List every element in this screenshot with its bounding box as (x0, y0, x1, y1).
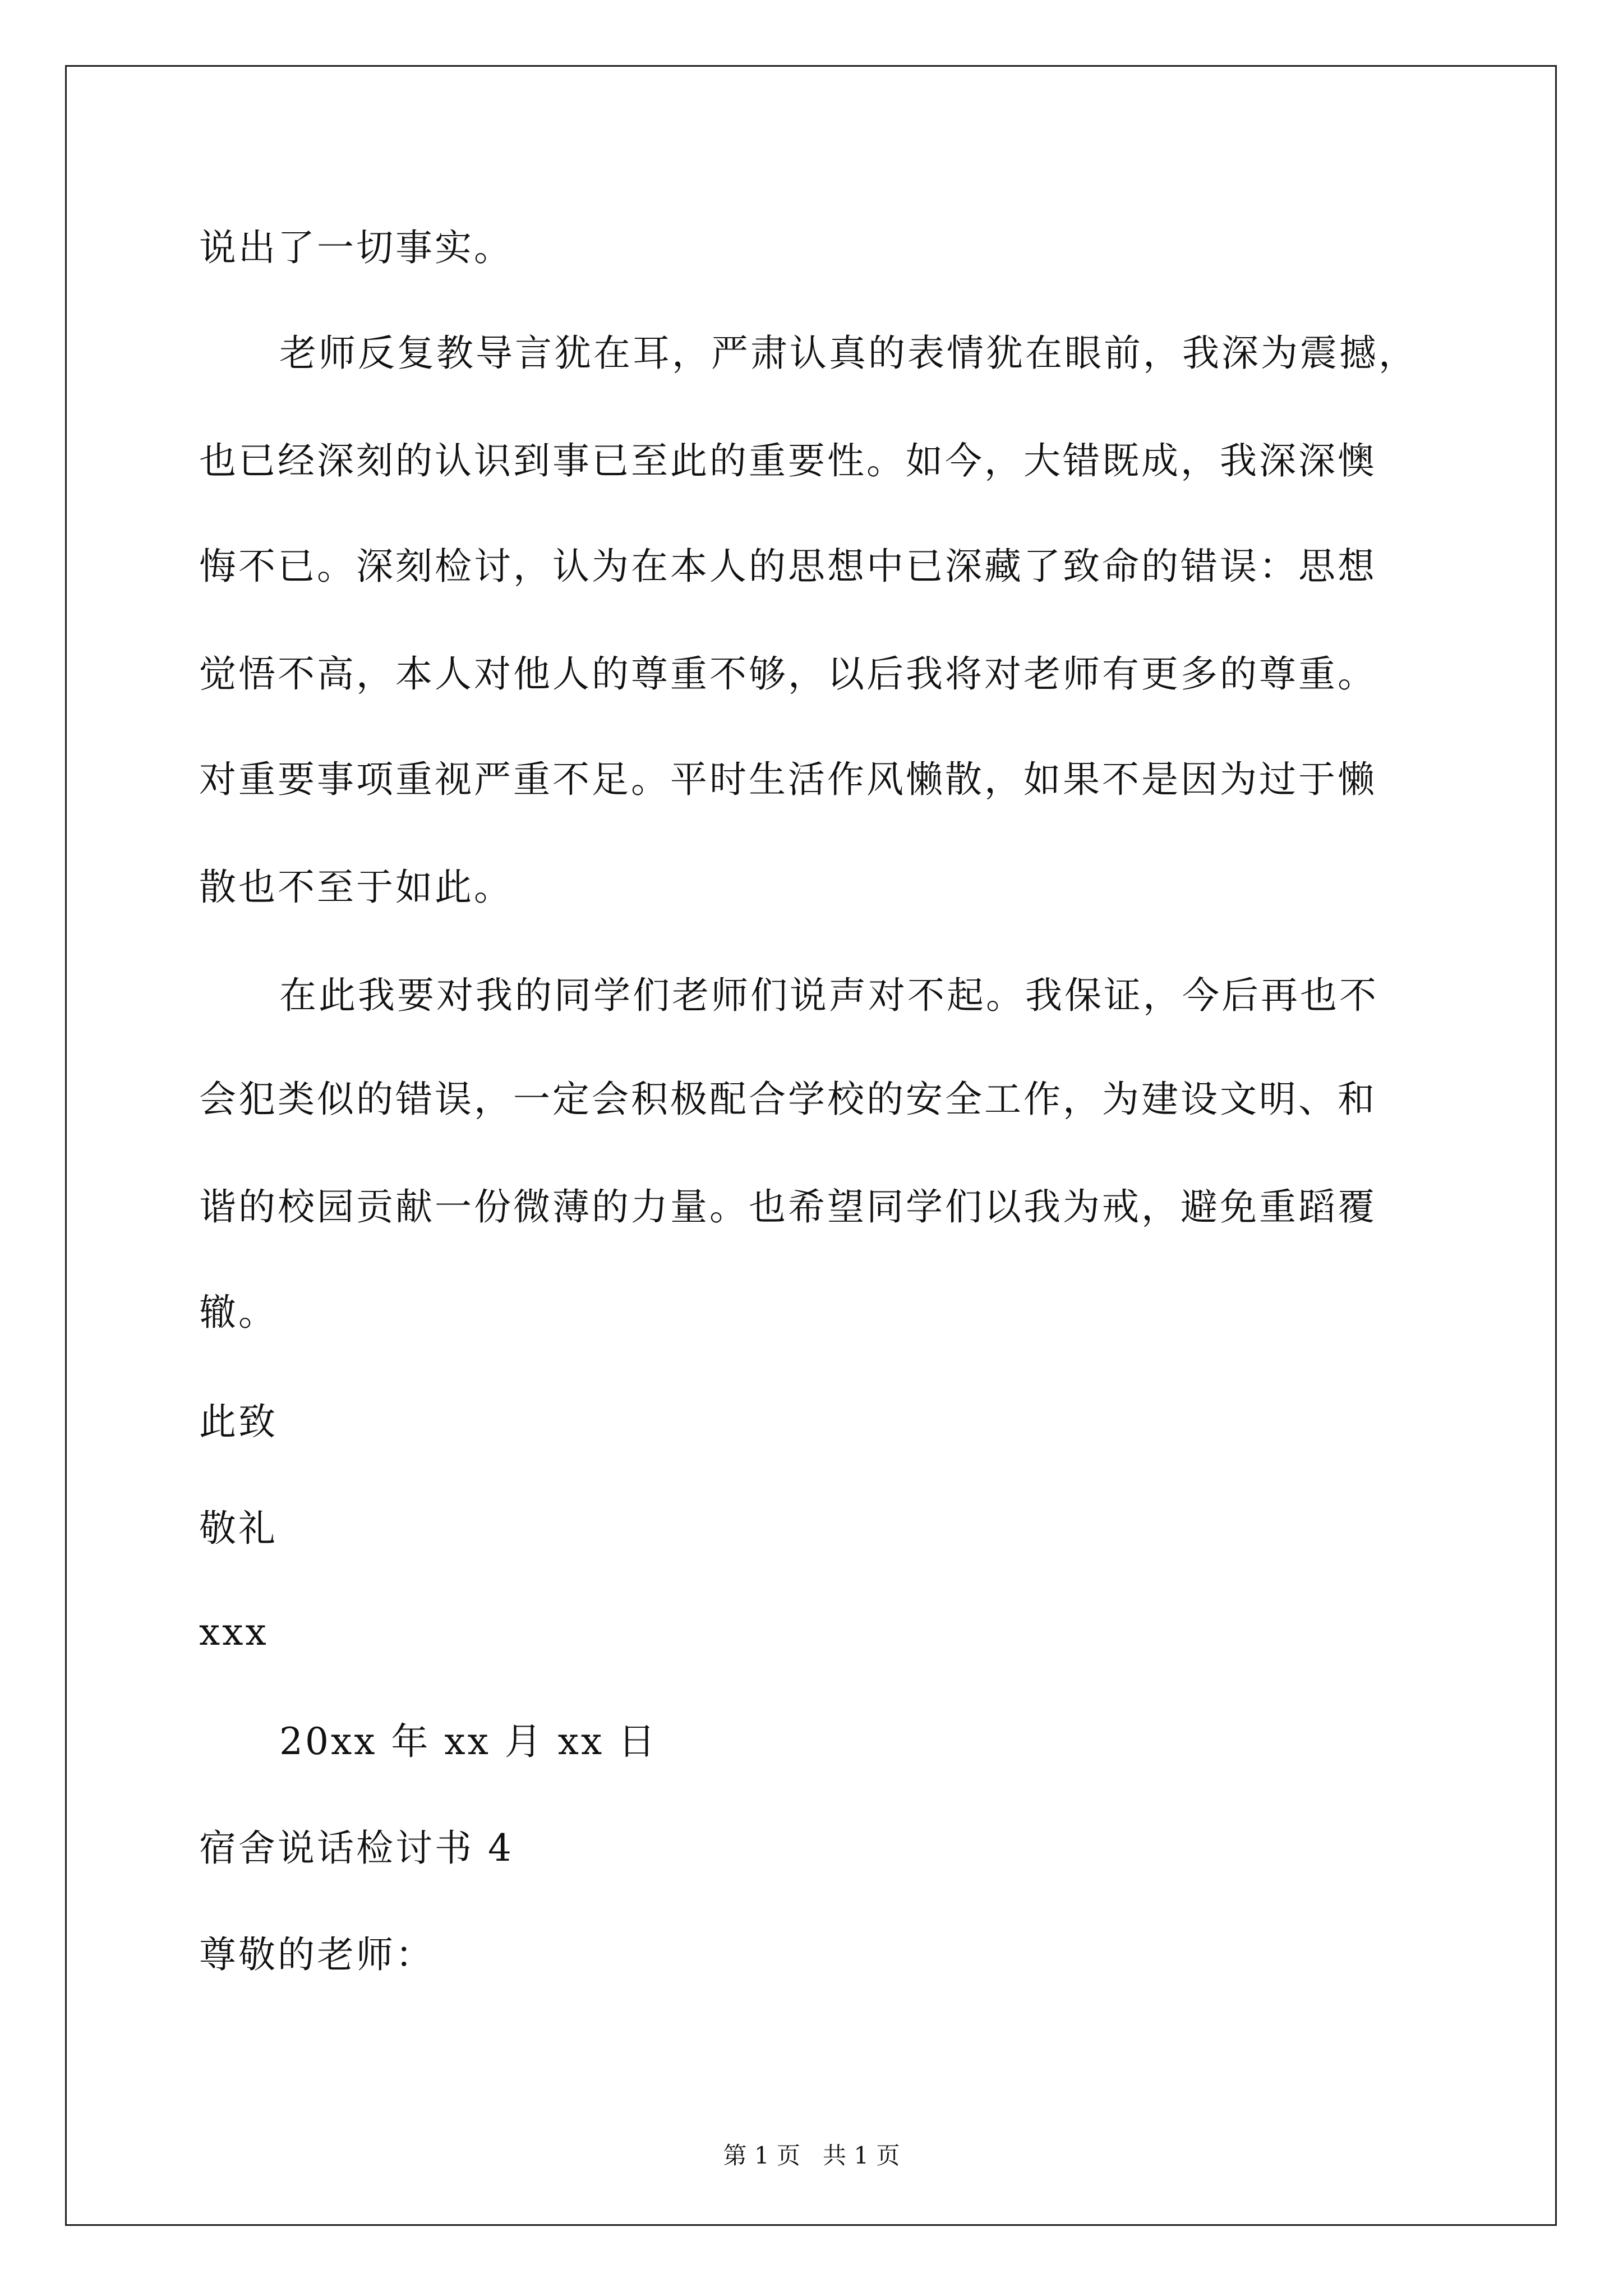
text-line: 谐的校园贡献一份微薄的力量。也希望同学们以我为戒，避免重蹈覆 (199, 1185, 1377, 1228)
signature: xxx (199, 1611, 269, 1654)
text-line: 也已经深刻的认识到事已至此的重要性。如今，大错既成，我深深懊 (199, 439, 1377, 482)
page-footer: 第 1 页 共 1 页 (723, 2142, 900, 2169)
page-border (65, 65, 1557, 2226)
text-line: 在此我要对我的同学们老师们说声对不起。我保证，今后再也不 (279, 974, 1378, 1017)
text-line: 老师反复教导言犹在耳，严肃认真的表情犹在眼前，我深为震撼， (279, 332, 1418, 375)
text-line: 散也不至于如此。 (199, 866, 513, 909)
text-line: 辙。 (199, 1291, 278, 1334)
closing-regards: 敬礼 (199, 1507, 278, 1550)
text-line: 对重要事项重视严重不足。平时生活作风懒散，如果不是因为过于懒 (199, 758, 1377, 801)
text-line: 说出了一切事实。 (199, 226, 513, 269)
text-line: 会犯类似的错误，一定会积极配合学校的安全工作，为建设文明、和 (199, 1078, 1377, 1121)
closing-salutation: 此致 (199, 1400, 278, 1443)
section-title: 宿舍说话检讨书 4 (199, 1826, 514, 1870)
text-line: 悔不已。深刻检讨，认为在本人的思想中已深藏了致命的错误：思想 (199, 545, 1377, 588)
date-line: 20xx 年 xx 月 xx 日 (279, 1720, 658, 1763)
text-line: 觉悟不高，本人对他人的尊重不够，以后我将对老师有更多的尊重。 (199, 652, 1377, 696)
greeting: 尊敬的老师： (199, 1933, 435, 1976)
